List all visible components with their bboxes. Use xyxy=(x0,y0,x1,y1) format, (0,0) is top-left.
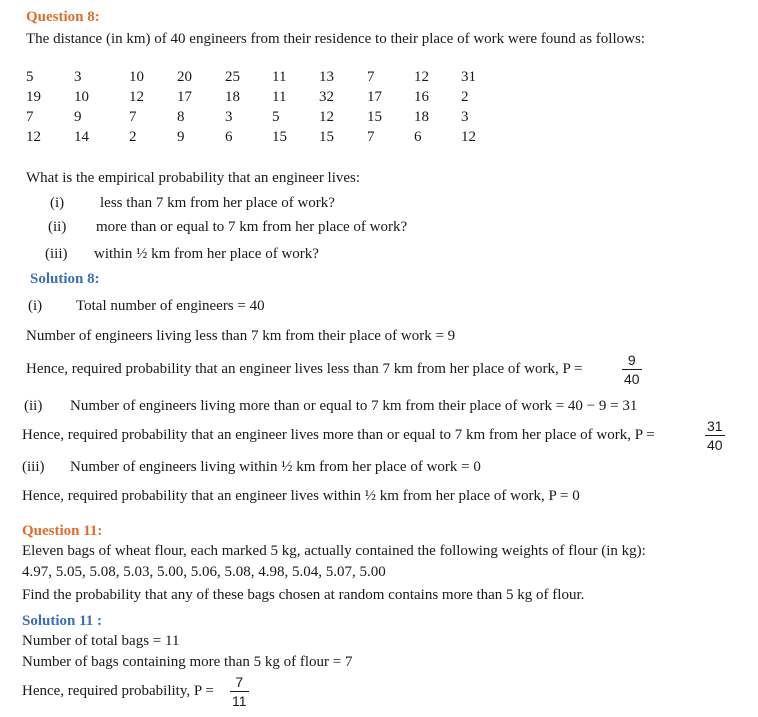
table-cell: 31 xyxy=(461,69,476,85)
question-11-question: Find the probability that any of these bags chosen at random contains more than 5 kg of flour. xyxy=(22,587,585,603)
question-8-heading: Question 8: xyxy=(26,9,100,25)
table-cell: 2 xyxy=(129,129,137,145)
solution-11-bags-more-than-5kg: Number of bags containing more than 5 kg of flour = 7 xyxy=(22,654,353,670)
table-cell: 15 xyxy=(367,109,382,125)
table-cell: 7 xyxy=(367,69,375,85)
table-cell: 11 xyxy=(272,69,287,85)
table-cell: 7 xyxy=(129,109,137,125)
table-cell: 16 xyxy=(414,89,429,105)
fraction-numerator: 9 xyxy=(622,351,642,370)
solution-8-part-i-label: (i) xyxy=(28,298,43,314)
fraction-denominator: 11 xyxy=(232,693,247,709)
table-cell: 13 xyxy=(319,69,334,85)
table-cell: 12 xyxy=(319,109,334,125)
table-row xyxy=(26,127,491,147)
table-cell: 3 xyxy=(225,109,233,125)
part-i-text: less than 7 km from her place of work? xyxy=(100,195,335,211)
solution-8-count-within-half-km: Number of engineers living within ½ km from her place of work = 0 xyxy=(70,459,481,475)
table-cell: 19 xyxy=(26,89,41,105)
table-cell: 3 xyxy=(461,109,469,125)
table-row xyxy=(26,87,491,107)
part-iii-text: within ½ km from her place of work? xyxy=(94,246,319,262)
question-11-weights: 4.97, 5.05, 5.08, 5.03, 5.00, 5.06, 5.08, 4.98, 5.04, 5.07, 5.00 xyxy=(22,564,386,580)
question-11-line-1: Eleven bags of wheat flour, each marked 5 kg, actually contained the following weights of flour (in kg): xyxy=(22,543,646,559)
table-row xyxy=(26,67,491,87)
table-cell: 25 xyxy=(225,69,240,85)
table-cell: 9 xyxy=(74,109,82,125)
fraction-denominator: 40 xyxy=(707,437,723,453)
fraction-9-over-40 xyxy=(620,351,642,388)
solution-8-count-less-than-7: Number of engineers living less than 7 km from their place of work = 9 xyxy=(26,328,456,344)
table-cell: 8 xyxy=(177,109,185,125)
part-i-label: (i) xyxy=(50,195,65,211)
table-cell: 18 xyxy=(414,109,429,125)
table-cell: 15 xyxy=(319,129,334,145)
solution-11-total-bags: Number of total bags = 11 xyxy=(22,633,180,649)
table-cell: 3 xyxy=(74,69,82,85)
table-cell: 12 xyxy=(414,69,429,85)
table-cell: 17 xyxy=(367,89,382,105)
solution-8-count-more-or-equal-7: Number of engineers living more than or equal to 7 km from their place of work = 40 − 9 = 31 xyxy=(70,398,638,414)
solution-8-total-engineers: Total number of engineers = 40 xyxy=(76,298,265,314)
part-ii-label: (ii) xyxy=(48,219,67,235)
solution-8-part-iii-label: (iii) xyxy=(22,459,45,475)
table-cell: 5 xyxy=(272,109,280,125)
table-cell: 17 xyxy=(177,89,192,105)
table-cell: 14 xyxy=(74,129,89,145)
fraction-31-over-40 xyxy=(703,417,725,454)
fraction-numerator: 7 xyxy=(230,673,249,692)
table-cell: 6 xyxy=(414,129,422,145)
table-cell: 10 xyxy=(129,69,144,85)
table-cell: 12 xyxy=(129,89,144,105)
fraction-numerator: 31 xyxy=(707,418,723,434)
table-cell: 6 xyxy=(225,129,233,145)
table-cell: 7 xyxy=(367,129,375,145)
solution-8-heading: Solution 8: xyxy=(30,271,100,287)
table-cell: 9 xyxy=(177,129,185,145)
solution-8-probability-i-line: Hence, required probability that an engineer lives less than 7 km from her place of work, P = xyxy=(26,361,583,377)
solution-11-probability-line: Hence, required probability, P = xyxy=(22,683,214,699)
table-cell: 15 xyxy=(272,129,287,145)
fraction-7-over-11 xyxy=(228,673,249,710)
question-11-heading: Question 11: xyxy=(22,523,103,539)
solution-8-probability-iii-line: Hence, required probability that an engineer lives within ½ km from her place of work, P = 0 xyxy=(22,488,580,504)
table-cell: 12 xyxy=(26,129,41,145)
table-cell: 11 xyxy=(272,89,287,105)
table-cell: 12 xyxy=(461,129,476,145)
table-cell: 7 xyxy=(26,109,34,125)
solution-8-probability-ii-line: Hence, required probability that an engineer lives more than or equal to 7 km from her place of work, P = xyxy=(22,427,655,443)
table-cell: 2 xyxy=(461,89,469,105)
question-8-statement: The distance (in km) of 40 engineers from their residence to their place of work were found as follows: xyxy=(26,31,645,47)
distance-data-table xyxy=(26,67,491,147)
fraction-denominator: 40 xyxy=(624,371,640,387)
part-iii-label: (iii) xyxy=(45,246,68,262)
table-cell: 18 xyxy=(225,89,240,105)
table-row xyxy=(26,107,491,127)
solution-8-part-ii-label: (ii) xyxy=(24,398,43,414)
table-cell: 5 xyxy=(26,69,34,85)
table-cell: 32 xyxy=(319,89,334,105)
table-cell: 10 xyxy=(74,89,89,105)
question-8-prompt: What is the empirical probability that an engineer lives: xyxy=(26,170,361,186)
solution-11-heading: Solution 11 : xyxy=(22,613,103,629)
part-ii-text: more than or equal to 7 km from her place of work? xyxy=(96,219,408,235)
table-cell: 20 xyxy=(177,69,192,85)
